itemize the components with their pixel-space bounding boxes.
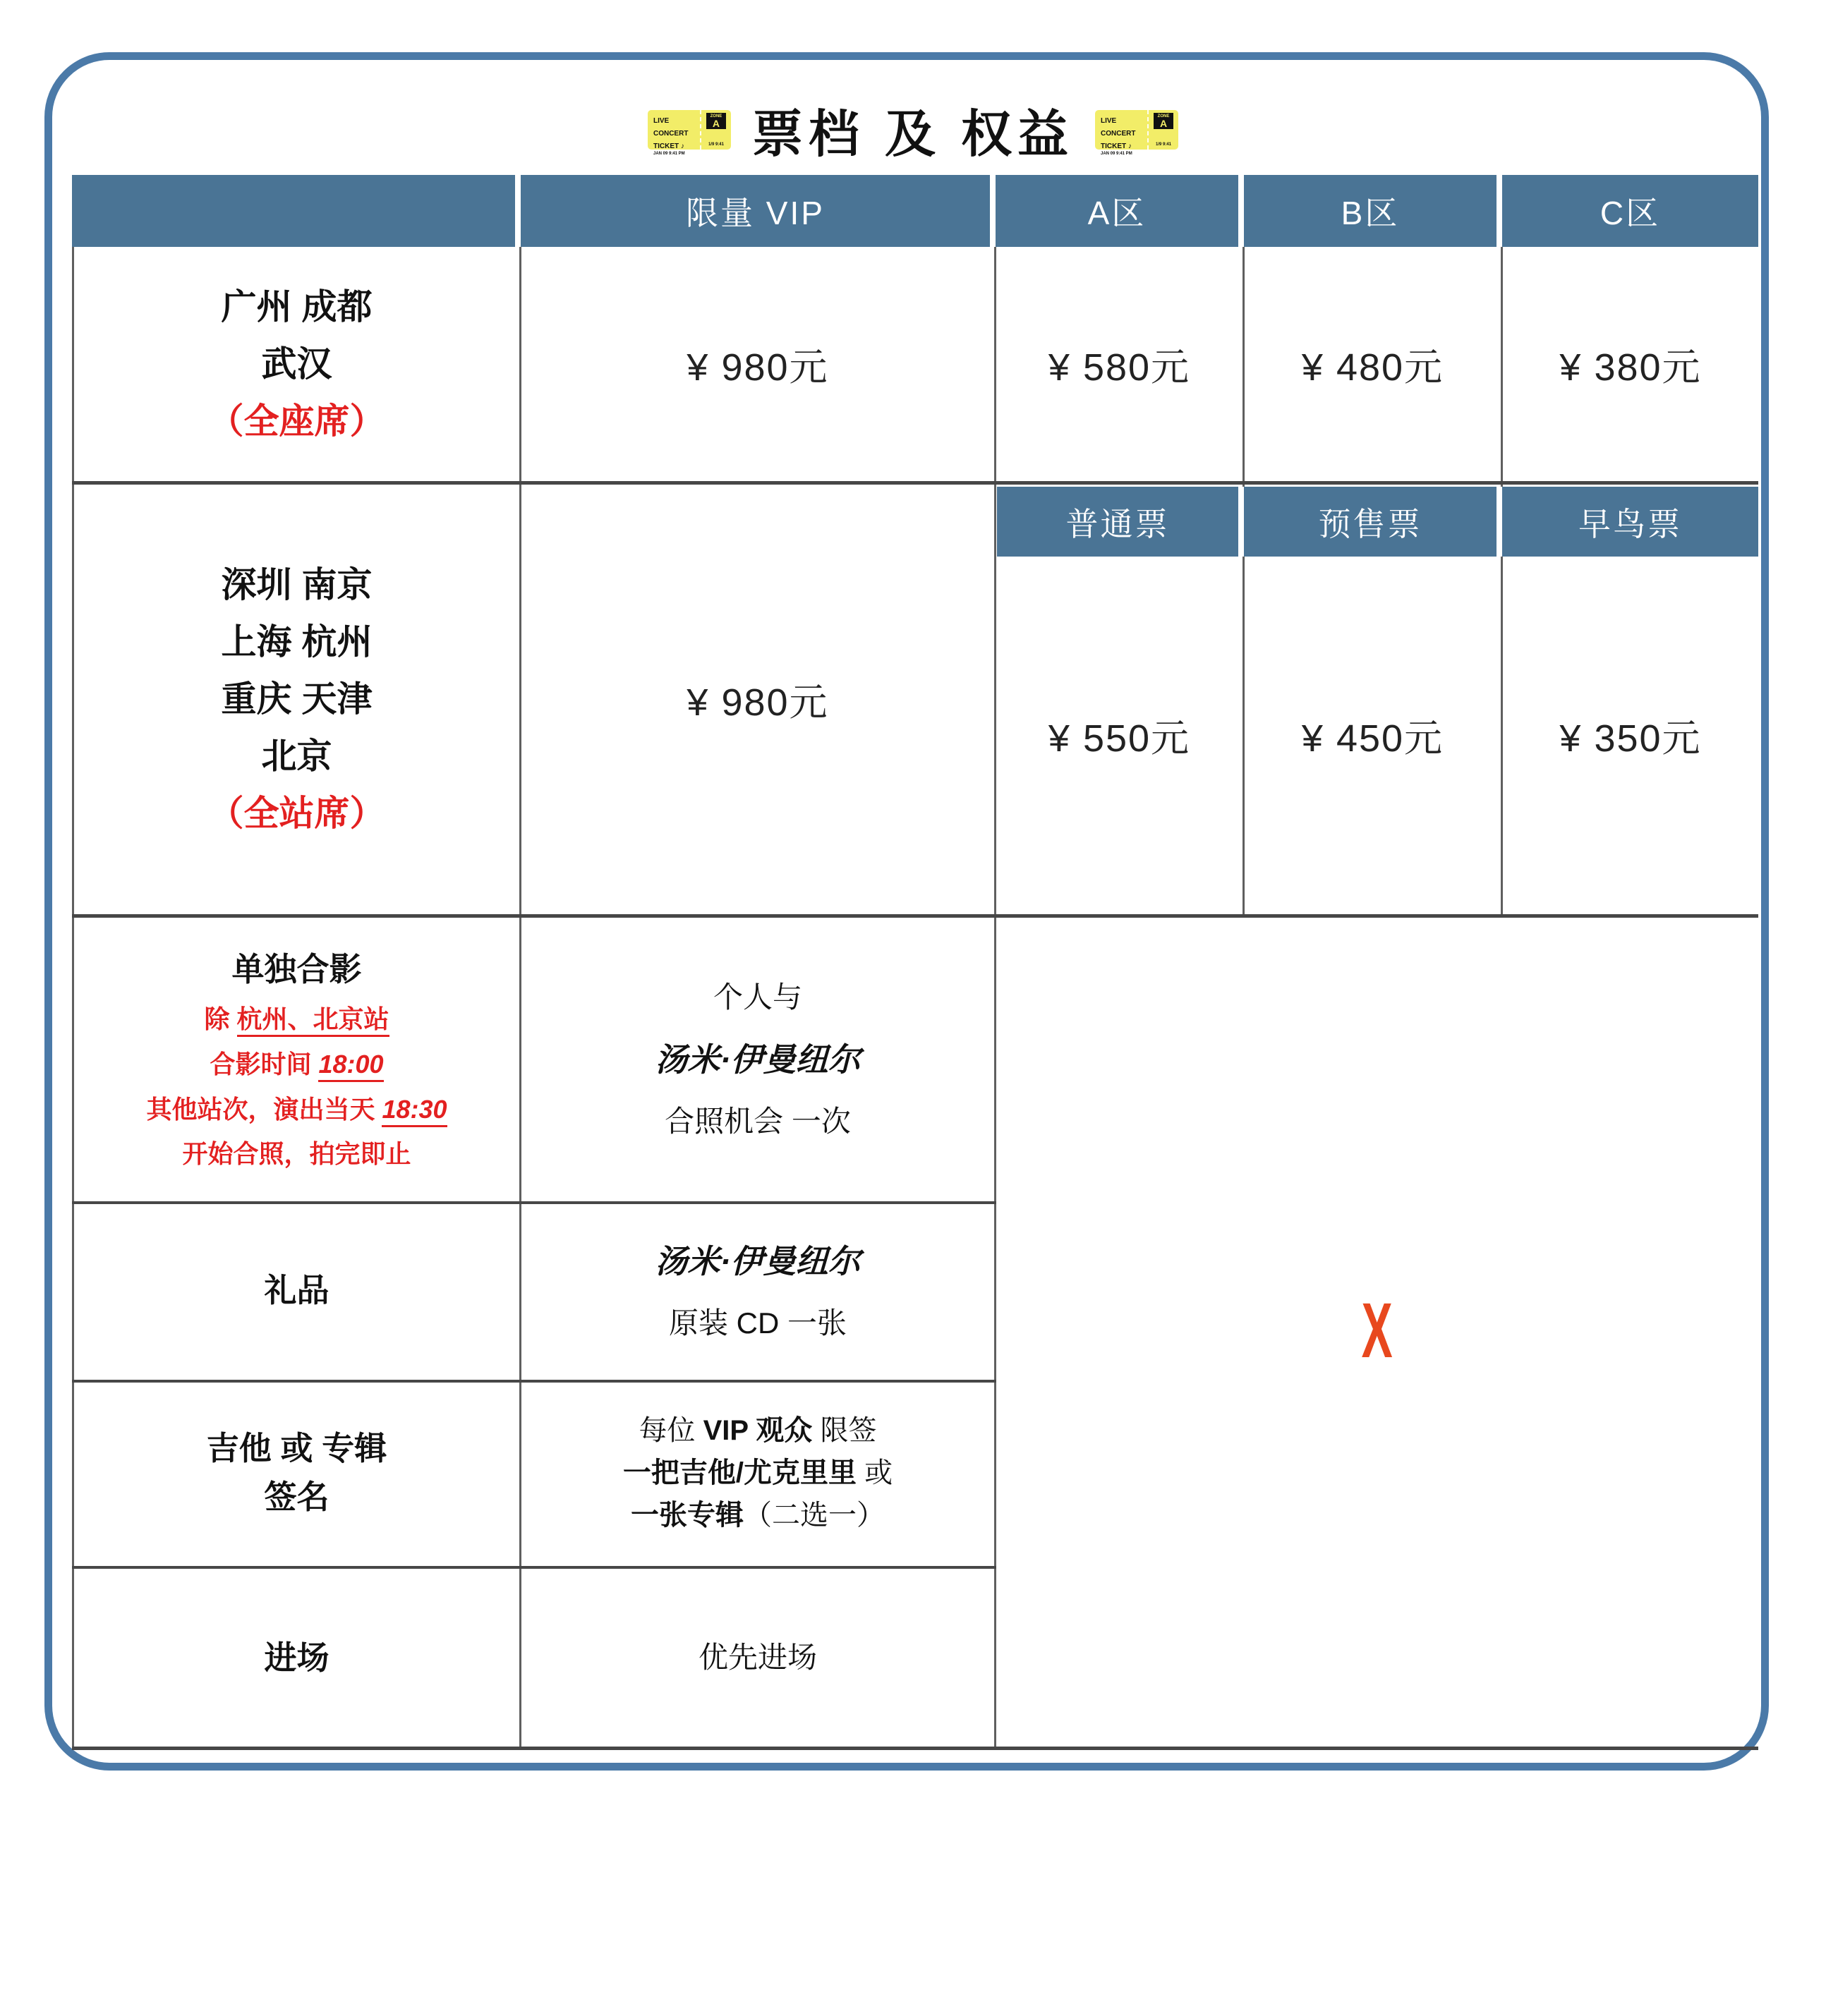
seated-vip-price: ¥ 980元 [687, 346, 829, 389]
no-benefit-cell [996, 918, 1758, 1743]
ticket-icon-text: LIVE [653, 117, 670, 125]
standing-early-price: ¥ 350元 [1559, 717, 1702, 760]
ticket-icon [648, 110, 731, 156]
standing-normal-price: ¥ 550元 [1048, 717, 1191, 760]
signature-vip-benefit [521, 1383, 994, 1563]
signature-text: 限签 [820, 1415, 877, 1446]
ticket-icon-stub [1147, 110, 1178, 150]
standing-cities-line2: 上海 杭州 [221, 622, 373, 662]
entry-row-label: 进场 [264, 1639, 329, 1676]
ticket-icon-stub [700, 110, 731, 150]
ticket-icon-text: TICKET ♪ [1101, 142, 1132, 150]
gift-row-label: 礼品 [264, 1272, 329, 1308]
photo-benefit-line1: 个人与 [713, 980, 802, 1014]
ticket-icon-zone-letter: A [712, 118, 720, 129]
sub-header-presale: 预售票 [1244, 487, 1497, 557]
signature-text: 或 [864, 1457, 893, 1488]
seated-zone-a-price: ¥ 580元 [1048, 346, 1191, 389]
signature-row-label [74, 1383, 519, 1563]
standing-note: （全站席） [208, 794, 385, 833]
ticket-icon-text: LIVE [1101, 117, 1117, 125]
ticket-icon-zone-word: ZONE [710, 114, 722, 119]
ticket-icon-text: TICKET ♪ [653, 142, 684, 150]
signature-text-bold: VIP 观众 [703, 1415, 821, 1446]
standing-cities-line1: 深圳 南京 [221, 565, 373, 605]
sub-header-early-bird: 早鸟票 [1502, 487, 1758, 557]
signature-text-bold: 一把吉他/尤克里里 [622, 1457, 865, 1488]
seated-cities-line2: 武汉 [261, 344, 332, 384]
photo-note-text: 其他站次，演出当天 [146, 1094, 382, 1124]
ticket-icon-body [1095, 110, 1147, 156]
header-cell-zone-b: B区 [1244, 175, 1497, 247]
signature-text: （二选一） [744, 1500, 885, 1531]
photo-note-line1 [204, 1000, 389, 1039]
standing-presale-price: ¥ 450元 [1301, 717, 1444, 760]
ticket-icon-zone-word: ZONE [1157, 114, 1170, 119]
seated-cities-line1: 广州 成都 [221, 286, 373, 327]
grid-line-horizontal [72, 1747, 1758, 1750]
photo-note-time: 18:30 [382, 1095, 447, 1127]
photo-row-label [74, 918, 519, 1201]
photo-vip-benefit [521, 918, 994, 1201]
seated-row-label [74, 247, 519, 481]
ticket-icon-stub-info: 1/9 9:41 [708, 142, 724, 147]
ticket-icon-zone-letter: A [1159, 118, 1168, 129]
ticket-icon-body [648, 110, 700, 156]
photo-note-time: 18:00 [318, 1050, 383, 1082]
entry-vip-benefit: 优先进场 [698, 1641, 817, 1674]
photo-note-underlined: 杭州、北京站 [237, 1004, 389, 1037]
header-cell-zone-a: A区 [996, 175, 1238, 247]
ticket-icon-stub-info: 1/9 9:41 [1155, 142, 1172, 147]
no-benefit-x-mark: X [1361, 1287, 1393, 1374]
sub-header-band [997, 487, 1758, 557]
standing-cities-line3: 重庆 天津 [221, 679, 373, 719]
artist-name: 汤米·伊曼纽尔 [655, 1041, 861, 1078]
signature-label-line1: 吉他 或 专辑 [206, 1430, 387, 1467]
ticket-icon-date: JAN 09 9:41 PM [1101, 152, 1132, 156]
photo-label: 单独合影 [231, 950, 362, 988]
signature-benefit-line1 [639, 1409, 876, 1452]
gift-vip-benefit [521, 1204, 994, 1377]
signature-text: 每位 [639, 1415, 703, 1446]
ticket-icon [1095, 110, 1178, 156]
ticket-icon-zone-box [1154, 113, 1173, 129]
page-title: 票档 及 权益 [751, 107, 1074, 163]
seated-zone-c-price: ¥ 380元 [1559, 346, 1702, 389]
standing-cities-line4: 北京 [261, 736, 332, 776]
photo-note-text: 除 [204, 1004, 237, 1033]
photo-note-line4: 开始合照，拍完即止 [182, 1139, 411, 1169]
ticket-icon-text: CONCERT [653, 130, 689, 138]
artist-name: 汤米·伊曼纽尔 [655, 1242, 861, 1280]
standing-row-label [74, 485, 519, 914]
pricing-table [72, 175, 1758, 1750]
seated-note: （全座席） [208, 401, 385, 441]
seated-zone-b-price: ¥ 480元 [1301, 346, 1444, 389]
photo-note-line2 [210, 1045, 383, 1084]
signature-text-bold: 一张专辑 [631, 1500, 744, 1531]
ticket-icon-date: JAN 09 9:41 PM [653, 152, 685, 156]
header-cell-vip: 限量 VIP [521, 175, 990, 247]
sub-header-normal: 普通票 [997, 487, 1238, 557]
signature-benefit-line3 [631, 1494, 885, 1536]
title-bar [0, 93, 1826, 166]
photo-note-line3 [146, 1090, 447, 1129]
ticket-icon-text: CONCERT [1101, 130, 1136, 138]
signature-label-line2: 签名 [264, 1478, 329, 1515]
standing-vip-price: ¥ 980元 [687, 681, 829, 724]
header-cell-blank [72, 175, 515, 247]
gift-benefit-line2: 原装 CD 一张 [668, 1306, 847, 1340]
photo-note-text: 合影时间 [210, 1049, 319, 1079]
signature-benefit-line2 [623, 1452, 893, 1494]
header-cell-zone-c: C区 [1502, 175, 1758, 247]
photo-benefit-line3: 合照机会 一次 [665, 1105, 851, 1138]
ticket-icon-zone-box [706, 113, 726, 129]
